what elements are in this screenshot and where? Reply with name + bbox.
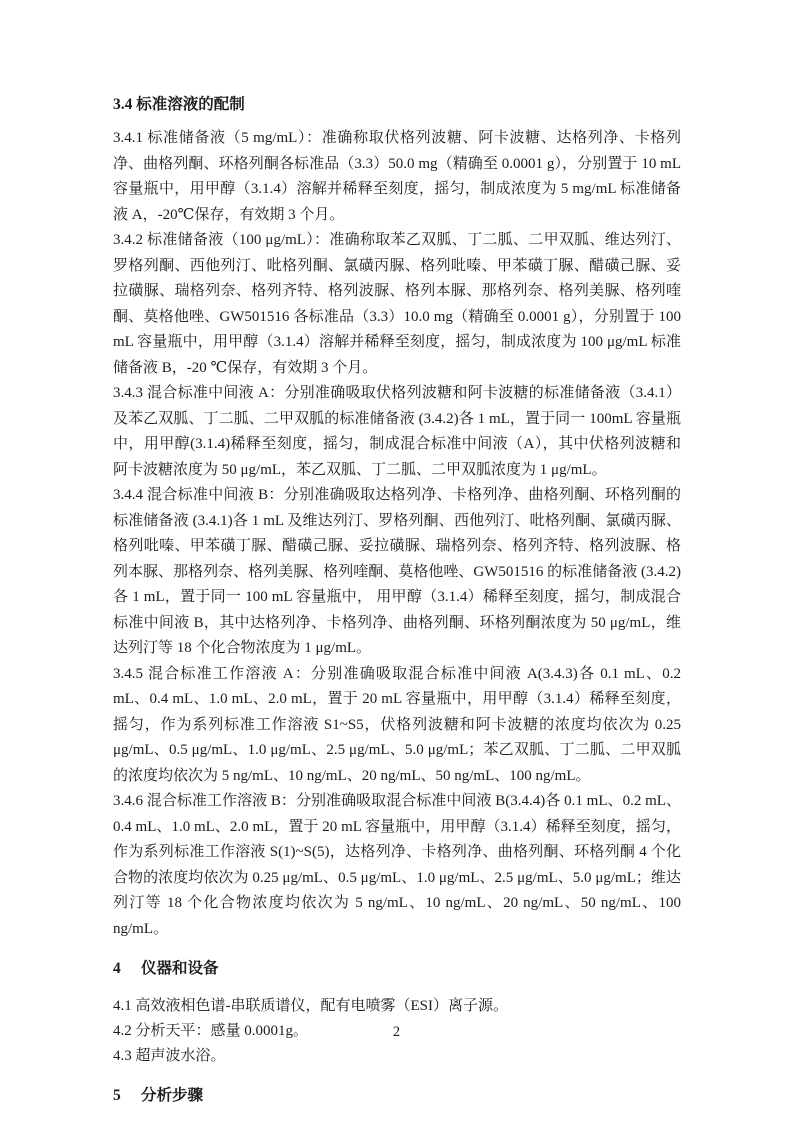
paragraph-4-1: 4.1 高效液相色谱-串联质谱仪，配有电喷雾（ESI）离子源。: [113, 998, 508, 1014]
paragraph-3-4-6: 3.4.6 混合标准工作溶液 B：分别准确吸取混合标准中间液 B(3.4.4)各 0.1 mL、0.2 mL、0.4 mL、1.0 mL、2.0 mL，置于 20 mL 容量瓶中，用甲醇（3.1.4）稀释至刻度，摇匀，作为系列标准工作溶液 S(1)~S(5)，达格列净、卡格列净、曲格列酮、环格列酮 4 个化合物的浓度均依次为 0.25 μg/mL、0.5 μg/mL、1.0 μg/mL、2.5 μg/mL、5.0 μg/mL；维达列汀等 18 个化合物浓度均依次为 5 ng/mL、10 ng/mL、20 ng/mL、50 ng/mL、100 ng/mL。: [113, 793, 681, 937]
page-number: 2: [392, 1024, 401, 1040]
heading-3-4: 3.4 标准溶液的配制: [113, 96, 245, 113]
section-4-number: 4: [113, 960, 121, 977]
heading-section-5: [113, 1083, 681, 1109]
paragraph-3-4-5: 3.4.5 混合标准工作溶液 A：分别准确吸取混合标准中间液 A(3.4.3)各 0.1 mL、0.2 mL、0.4 mL、1.0 mL、2.0 mL，置于 20 mL 容量瓶中，用甲醇（3.1.4）稀释至刻度，摇匀，作为系列标准工作溶液 S1~S5，伏格列波糖和阿卡波糖的浓度均依次为 0.25 μg/mL、0.5 μg/mL、1.0 μg/mL、2.5 μg/mL、5.0 μg/mL；苯乙双胍、丁二胍、二甲双胍的浓度均依次为 5 ng/mL、10 ng/mL、20 ng/mL、50 ng/mL、100 ng/mL。: [113, 665, 681, 784]
page-content: [113, 92, 681, 1121]
paragraph-3-4-4: 3.4.4 混合标准中间液 B：分别准确吸取达格列净、卡格列净、曲格列酮、环格列酮的标准储备液 (3.4.1)各 1 mL 及维达列汀、罗格列酮、西他列汀、吡格列酮、氯磺丙脲、格列吡嗪、甲苯磺丁脲、醋磺己脲、妥拉磺脲、瑞格列奈、格列齐特、格列波脲、格列本脲、那格列奈、格列美脲、格列喹酮、莫格他唑、GW501516 的标准储备液 (3.4.2)各 1 mL，置于同一 100 mL 容量瓶中， 用甲醇（3.1.4）稀释至刻度，摇匀，制成混合标准中间液 B，其中达格列净、卡格列净、曲格列酮、环格列酮浓度为 50 μg/mL，维达列汀等 18 个化合物浓度为 1 μg/mL。: [113, 487, 681, 656]
section-4-title: 仪器和设备: [141, 960, 219, 977]
paragraph-4-2: 4.2 分析天平：感量 0.0001g。: [113, 1023, 309, 1039]
paragraph-3-4-2: 3.4.2 标准储备液（100 μg/mL）：准确称取苯乙双胍、丁二胍、二甲双胍、维达列汀、罗格列酮、西他列汀、吡格列酮、氯磺丙脲、格列吡嗪、甲苯磺丁脲、醋磺己脲、妥拉磺脲、瑞格列奈、格列齐特、格列波脲、格列本脲、那格列奈、格列美脲、格列喹酮、莫格他唑、GW501516 各标准品（3.3）10.0 mg（精确至 0.0001 g），分别置于 100 mL 容量瓶中，用甲醇（3.1.4）溶解并稀释至刻度，摇匀，制成浓度为 100 μg/mL 标准储备液 B，-20 ℃保存，有效期 3 个月。: [113, 232, 681, 376]
paragraph-3-4-1: 3.4.1 标准储备液（5 mg/mL）：准确称取伏格列波糖、阿卡波糖、达格列净、卡格列净、曲格列酮、环格列酮各标准品（3.3）50.0 mg（精确至 0.0001 g），分别置于 10 mL 容量瓶中，用甲醇（3.1.4）溶解并稀释至刻度，摇匀，制成浓度为 5 mg/mL 标准储备液 A，-20℃保存，有效期 3 个月。: [113, 130, 681, 223]
heading-section-4: [113, 956, 681, 982]
paragraph-4-3: 4.3 超声波水浴。: [113, 1048, 226, 1064]
paragraph-3-4-3: 3.4.3 混合标准中间液 A：分别准确吸取伏格列波糖和阿卡波糖的标准储备液（3.4.1）及苯乙双胍、丁二胍、二甲双胍的标准储备液 (3.4.2)各 1 mL，置于同一 100mL 容量瓶中，用甲醇(3.1.4)稀释至刻度，摇匀，制成混合标准中间液（A），其中伏格列波糖和阿卡波糖浓度为 50 μg/mL，苯乙双胍、丁二胍、二甲双胍浓度为 1 μg/mL。: [113, 385, 681, 478]
section-5-number: 5: [113, 1087, 121, 1104]
section-5-title: 分析步骤: [141, 1087, 204, 1104]
